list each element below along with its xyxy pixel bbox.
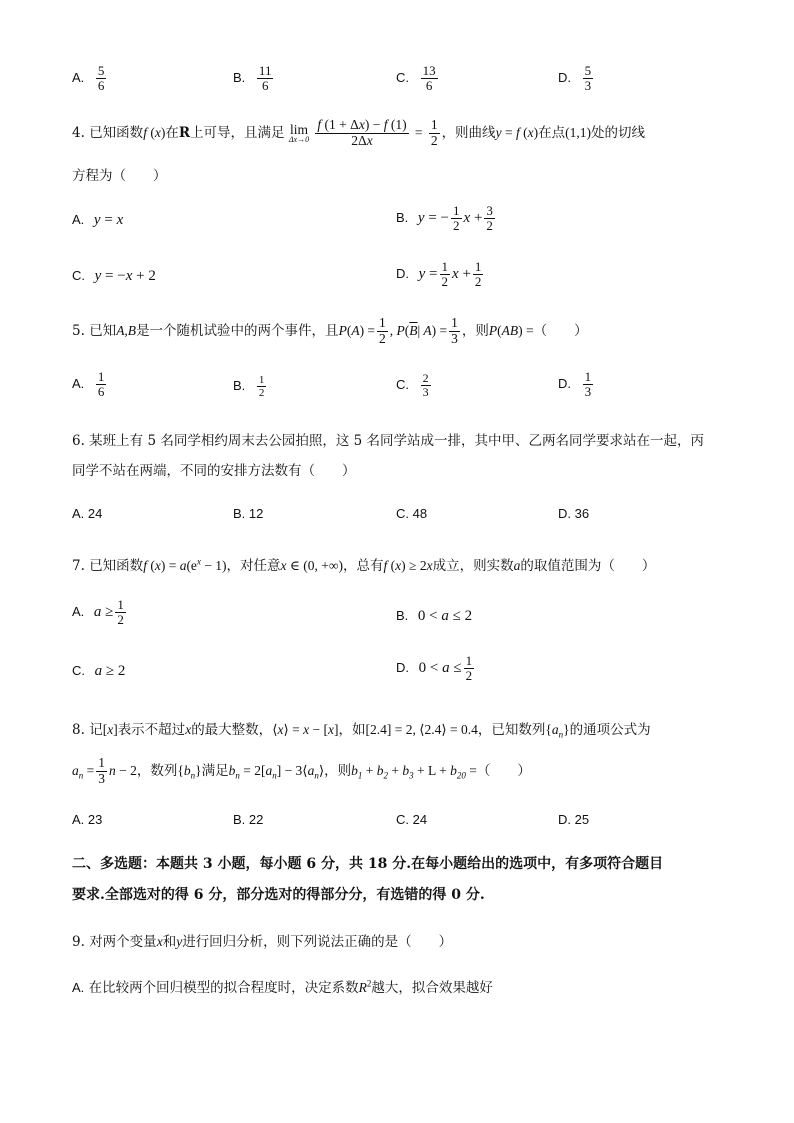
option-label: A.: [72, 376, 85, 392]
math: y = −x + 2: [94, 268, 156, 284]
math: (1,1): [565, 124, 591, 140]
option-label: A.: [72, 980, 85, 995]
question-8-line2: $a_n$ = $\frac{1}{3}$ n − 2，数列$\{b_n\}$满足$b_n = 2[a_n]$ − $3⟨a_n⟩$，则$b_1 + b_2 + b_3 + L + b_{20}$ =（ ）: [72, 755, 531, 786]
math: [x]: [102, 722, 118, 737]
question-number: 7.: [72, 558, 85, 574]
math: R: [178, 124, 191, 141]
fraction: $\frac{13}{6}$: [422, 63, 436, 94]
math: f $(x) = a(e^x - 1)$: [143, 556, 227, 573]
option-label: A.: [72, 212, 85, 227]
fraction: $\frac{1}{2}$: [441, 259, 449, 290]
question-number: 4.: [72, 124, 85, 141]
option-label: A.: [72, 604, 85, 620]
math: y = x: [93, 212, 124, 228]
q7-option-a: [72, 598, 128, 628]
math: x: [156, 934, 163, 949]
math: x: [185, 722, 192, 737]
fraction: $\frac{1}{2}$: [465, 653, 473, 684]
math: $a_n$ =: [72, 762, 95, 781]
q3-option-c: [396, 64, 440, 94]
math: P(A) =: [338, 322, 376, 338]
section-heading-line1: 二、多选题：本题共 3 小题，每小题 6 分，共 18 分.在每小题给出的选项中，有多项符合题目: [72, 856, 664, 872]
math: 0 < a ≤ 2: [417, 608, 473, 624]
fraction: $\frac{2}{3}$: [422, 371, 429, 400]
math: x ∈ (0, +∞): [280, 558, 344, 573]
math: y: [176, 934, 183, 949]
math: f (x): [143, 124, 166, 140]
question-6-line1: 6. 某班上有 5 名同学相约周末去公园拍照，这 5 名同学站成一排，其中甲、乙两名同学要求站在一起，丙: [72, 433, 705, 449]
q6-option-a: A. 24: [72, 506, 103, 521]
math: 0 < a ≤: [418, 660, 462, 677]
math: $\{b_n\}$: [177, 762, 202, 781]
fraction: $\frac{3}{2}$: [486, 203, 493, 234]
q4-option-c: [72, 268, 156, 285]
q4-option-b: B. y = − $\frac{1}{2}$ x + $\frac{3}{2}$: [396, 203, 493, 234]
question-6-line2: 同学不站在两端，不同的安排方法数有（ ）: [72, 463, 356, 479]
math: a ≥: [93, 604, 114, 621]
math: y = −: [417, 210, 450, 227]
q4-option-d: D. y = $\frac{1}{2}$ x + $\frac{1}{2}$: [396, 259, 482, 290]
option-label: C.: [72, 663, 85, 678]
fraction: $\frac{1}{3}$: [584, 369, 592, 400]
math-limit: lim Δx→0: [288, 121, 310, 145]
question-7: 7. 已知函数f $(x) = a(e^x - 1)$，对任意x ∈ (0, +∞)，总有f (x) ≥ 2x成立，则实数a的取值范围为（ ）: [72, 556, 656, 574]
option-label: C.: [72, 268, 85, 283]
q9-option-a: A. 在比较两个回归模型的拟合程度时，决定系数$R^2$越大，拟合效果越好: [72, 978, 493, 996]
option-label: A.: [72, 70, 85, 86]
q3-option-a: [72, 64, 108, 94]
q5-option-a: [72, 370, 108, 400]
fraction: $\frac{1}{2}$: [474, 259, 482, 290]
math: P(AB) =: [488, 322, 534, 338]
option-label: B.: [396, 210, 409, 226]
question-9: 9. 对两个变量x和y进行回归分析，则下列说法正确的是（ ）: [72, 934, 453, 950]
fraction: $\frac{1}{2}$: [379, 315, 386, 346]
fraction: $\frac{1}{3}$: [451, 315, 458, 346]
q8-option-b: B. 22: [233, 812, 264, 827]
fraction: $\frac{1}{2}$: [258, 374, 265, 400]
q6-option-b: B. 12: [233, 506, 264, 521]
fraction: $\frac{1}{2}$: [453, 203, 460, 234]
q4-option-a: [72, 212, 123, 229]
question-number: 5.: [72, 322, 85, 339]
math: a ≥ 2: [94, 663, 126, 679]
math: y = f (x): [495, 124, 539, 140]
q5-option-c: [396, 372, 433, 399]
fraction: $\frac{1}{3}$: [98, 755, 105, 786]
math: $b_1 + b_2 + b_3 + L + b_{20}$ =: [351, 762, 477, 781]
question-number: 9.: [72, 934, 85, 950]
option-label: D.: [396, 660, 409, 676]
option-label: B.: [233, 378, 246, 394]
math: A,B: [116, 322, 137, 338]
question-8-line1: 8. 记[x]表示不超过x的最大整数，⟨x⟩ = x − [x]，如[2.4] = 2, ⟨2.4⟩ = 0.4，已知数列$\{a_n\}$的通项公式为: [72, 722, 651, 740]
math: a: [513, 558, 521, 573]
option-label: D.: [558, 70, 571, 86]
q8-option-d: D. 25: [558, 812, 590, 827]
q7-option-c: [72, 663, 125, 680]
q8-option-a: A. 23: [72, 812, 103, 827]
fraction: $\frac{1}{2}$: [430, 117, 438, 148]
math: f (x) ≥ 2x: [383, 558, 433, 573]
option-label: B.: [396, 608, 409, 623]
math: $\{a_n\}$: [545, 722, 570, 740]
question-number: 8.: [72, 722, 85, 738]
q6-option-d: D. 36: [558, 506, 590, 521]
math: y =: [418, 266, 438, 283]
option-label: D.: [558, 376, 571, 392]
q5-option-b: [233, 374, 268, 399]
math: ⟨x⟩ = x − [x]: [272, 722, 339, 737]
question-5: 5. 已知A,B是一个随机试验中的两个事件，且P(A) = $\frac{1}{2}$ , $P(\overline{B}|$ A) = $\frac{1}{3}$ ，则P(AB) =（ ）: [72, 315, 588, 346]
fraction: $\frac{5}{3}$: [584, 63, 592, 94]
fraction: $\frac{11}{6}$: [258, 63, 272, 94]
q7-option-d: [396, 654, 476, 684]
section-heading-line2: 要求.全部选对的得 6 分，部分选对的得部分分，有选错的得 0 分.: [72, 887, 485, 903]
q7-option-b: [396, 608, 472, 625]
q3-option-b: [233, 64, 275, 94]
fraction: $\frac{5}{6}$: [97, 63, 105, 94]
q3-option-d: [558, 64, 595, 94]
question-4: 4. 已知函数f (x)在R上可导，且满足 lim Δx→0 $\frac{f (1 + \Delta x) - f (1)}{2\Delta x}$ = $\frac{1}{2}$ ，则曲线y = f (x)在点(1,1)处的切线: [72, 117, 645, 148]
math: $R^2$: [358, 978, 372, 995]
math: $b_n = 2[a_n]$ − $3⟨a_n⟩$: [228, 762, 325, 781]
q5-option-d: [558, 370, 595, 400]
fraction: $\frac{f (1 + \Delta x) - f (1)}{2\Delta x}$: [317, 117, 407, 148]
option-label: D.: [396, 266, 409, 282]
question-4-line2: 方程为（ ）: [72, 168, 167, 184]
option-label: C.: [396, 377, 409, 393]
option-label: C.: [396, 70, 409, 86]
q6-option-c: C. 48: [396, 506, 428, 521]
option-label: B.: [233, 70, 246, 86]
fraction: $\frac{1}{2}$: [117, 597, 124, 628]
math: [2.4] = 2, ⟨2.4⟩ = 0.4: [365, 722, 478, 737]
fraction: $\frac{1}{6}$: [97, 369, 105, 400]
q8-option-c: C. 24: [396, 812, 428, 827]
math: , $P(\overline{B}|$ A) =: [389, 322, 448, 338]
